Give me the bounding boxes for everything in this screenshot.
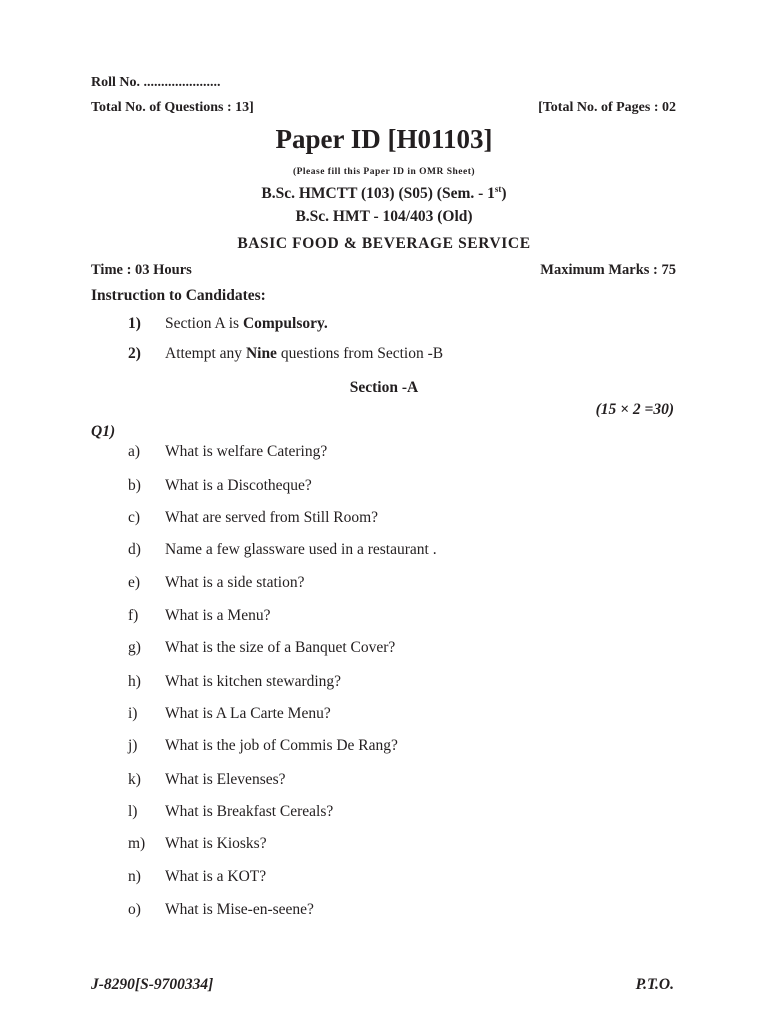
question-text: What is Elevenses? — [165, 771, 286, 788]
instruction-item — [165, 345, 443, 363]
instruction-number: 2) — [128, 345, 141, 362]
course-line-1-close: ) — [501, 185, 507, 202]
question-text: What is A La Carte Menu? — [165, 705, 331, 722]
subject-title: BASIC FOOD & BEVERAGE SERVICE — [237, 235, 531, 252]
instruction-text-end: questions from Section -B — [276, 345, 444, 362]
instruction-number: 1) — [128, 315, 141, 332]
question-text: Name a few glassware used in a restaurant . — [165, 541, 437, 558]
total-pages: [Total No. of Pages : 02 — [538, 100, 676, 115]
course-line-1 — [0, 185, 768, 203]
please-turn-over: P.T.O. — [635, 976, 674, 993]
question-letter: b) — [128, 477, 141, 494]
question-text: What is a Discotheque? — [165, 477, 312, 494]
maximum-marks: Maximum Marks : 75 — [540, 262, 676, 278]
question-text: What is a side station? — [165, 574, 305, 591]
question-letter: h) — [128, 673, 141, 690]
roll-number-field: Roll No. ...................... — [91, 75, 221, 90]
question-text: What is a Menu? — [165, 607, 271, 624]
question-letter: c) — [128, 509, 141, 526]
instruction-emphasis: Nine — [245, 345, 277, 362]
question-letter: o) — [128, 901, 141, 918]
section-a-title: Section -A — [349, 379, 419, 396]
question-letter: l) — [128, 803, 138, 820]
question-label: Q1) — [91, 423, 116, 440]
question-text: What is Kiosks? — [165, 835, 267, 852]
exam-duration: Time : 03 Hours — [91, 262, 192, 278]
course-line-1-main: B.Sc. HMCTT (103) (S05) (Sem. - 1 — [261, 185, 495, 202]
question-text: What is Mise-en-seene? — [165, 901, 314, 918]
question-text: What is a KOT? — [165, 868, 267, 885]
question-letter: m) — [128, 835, 146, 852]
course-line-2: B.Sc. HMT - 104/403 (Old) — [295, 208, 473, 225]
question-letter: i) — [128, 705, 138, 722]
question-text: What is the size of a Banquet Cover? — [165, 639, 396, 656]
section-a-marks: (15 × 2 =30) — [595, 401, 674, 418]
question-letter: f) — [128, 607, 139, 624]
question-letter: e) — [128, 574, 141, 591]
instruction-text: Section A is — [165, 315, 243, 332]
paper-code: J-8290[S-9700334] — [91, 976, 214, 993]
question-text: What are served from Still Room? — [165, 509, 379, 526]
question-letter: g) — [128, 639, 141, 656]
question-text: What is kitchen stewarding? — [165, 673, 342, 690]
instruction-text: Attempt any — [165, 345, 246, 362]
question-text: What is Breakfast Cereals? — [165, 803, 334, 820]
question-letter: j) — [128, 737, 138, 754]
instruction-emphasis: Compulsory. — [242, 315, 328, 332]
question-letter: d) — [128, 541, 141, 558]
omr-note: (Please fill this Paper ID in OMR Sheet) — [292, 167, 476, 177]
total-questions: Total No. of Questions : 13] — [91, 100, 254, 115]
instructions-heading: Instruction to Candidates: — [91, 287, 266, 304]
question-text: What is welfare Catering? — [165, 443, 328, 460]
course-line-1-superscript: st — [494, 183, 502, 194]
paper-id-title: Paper ID [H01103] — [275, 124, 493, 154]
question-letter: a) — [128, 443, 141, 460]
instruction-item — [165, 315, 328, 333]
question-letter: k) — [128, 771, 141, 788]
question-letter: n) — [128, 868, 141, 885]
question-text: What is the job of Commis De Rang? — [165, 737, 398, 754]
